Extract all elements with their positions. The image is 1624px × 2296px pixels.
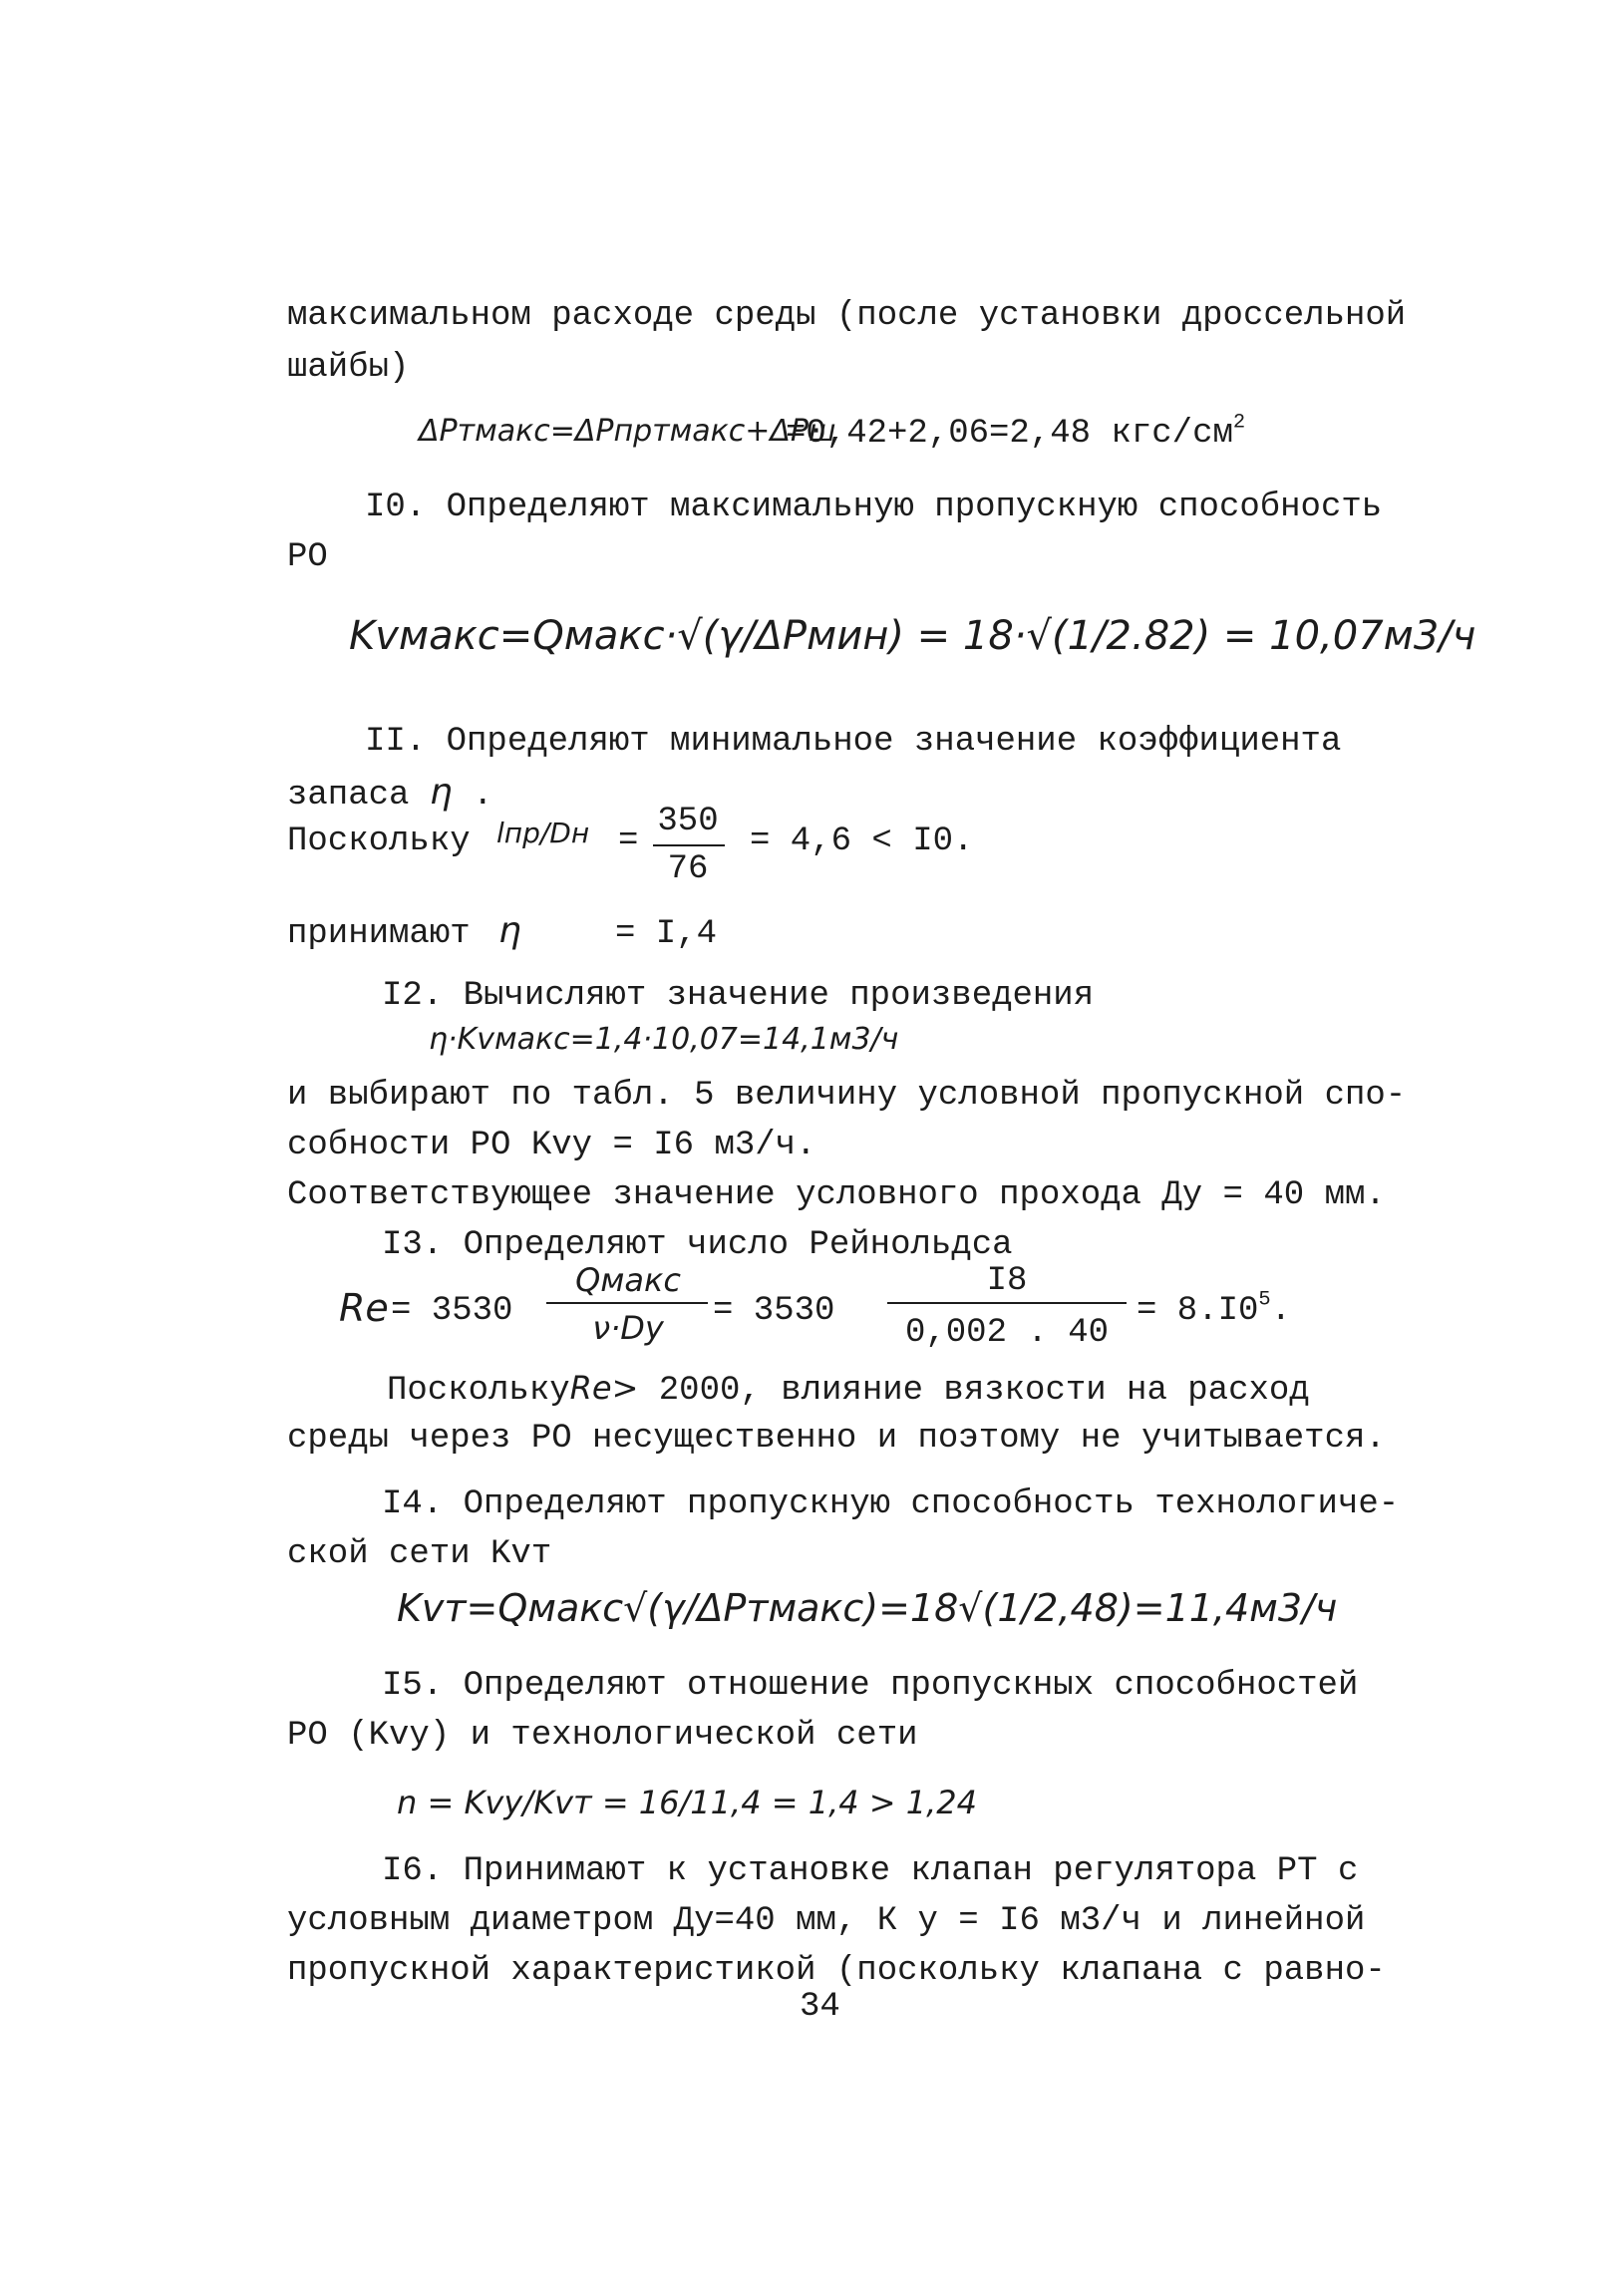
step13-line-2-b: 2000, влияние вязкости на расход	[658, 1372, 1310, 1410]
step13-eq-a: = 3530	[391, 1292, 513, 1330]
step10-line-2: РО	[287, 538, 328, 576]
step13-fraction-bar-b	[887, 1302, 1127, 1304]
formula-dp-typed: =0,42+2,06=2,48 кгс/см	[786, 415, 1233, 453]
step12-line-2: и выбирают по табл. 5 величину условной пропускной спо-	[287, 1077, 1407, 1115]
step13-num-a: Qмакс	[575, 1261, 681, 1299]
step11-accept-value: = I,4	[615, 915, 718, 953]
step15-line-2: РО (Kvу) и технологической сети	[287, 1717, 918, 1755]
step14-line-2: ской сети Kvт	[287, 1535, 552, 1573]
step14-line-1: I4. Определяют пропускную способность технологиче-	[382, 1485, 1400, 1523]
step13-line-2-a: Поскольку	[387, 1372, 570, 1410]
step13-den-b: 0,002 . 40	[904, 1314, 1110, 1352]
step14-formula: Kvт=Qмакс√(γ/ΔPтмакс)=18√(1/2,48)=11,4м3/ч	[397, 1586, 1338, 1630]
step12-line-3: собности РО Kvу = I6 м3/ч.	[287, 1127, 816, 1164]
step16-line-2: условным диаметром Ду=40 мм, К у = I6 м3/ч и линейной	[287, 1902, 1366, 1940]
step11-since: Поскольку	[287, 822, 471, 860]
step12-line-1: I2. Вычисляют значение произведения	[382, 977, 1095, 1015]
step16-line-3: пропускной характеристикой (поскольку клапана с равно-	[287, 1952, 1386, 1990]
step13-eq-b: = 3530	[713, 1292, 835, 1330]
formula-dp-handwritten: ΔPтмакс=ΔPпртмакс+ΔPш	[419, 414, 836, 449]
step10-line-1: I0. Определяют максимальную пропускную способность	[365, 489, 1383, 526]
step13-fraction-bar-a	[546, 1302, 708, 1304]
step13-den-a: ν·Dу	[592, 1309, 664, 1347]
step13-line-2-wrap	[387, 1369, 1310, 1410]
step11-eta-symbol: η	[429, 772, 453, 813]
page-number: 34	[800, 1988, 840, 2026]
step11-ratio-numerator: 350	[657, 803, 719, 840]
step11-ratio-result: = 4,6 < I0.	[750, 822, 974, 860]
step13-line-3: среды через РО несущественно и поэтому не учитывается.	[287, 1420, 1386, 1458]
step12-formula: η·Kvмакс=1,4·10,07=14,1м3/ч	[429, 1022, 899, 1057]
step11-accept-text: принимают	[287, 915, 471, 953]
formula-dp-exponent: 2	[1232, 411, 1246, 435]
step11-ratio-symbol: lпр/Dн	[496, 817, 590, 849]
step16-line-1: I6. Принимают к установке клапан регулятора РТ с	[382, 1852, 1359, 1890]
step13-exp-c: 5	[1258, 1288, 1271, 1312]
step13-num-b: I8	[986, 1262, 1028, 1300]
step13-line-2-re: Re>	[569, 1369, 639, 1407]
step11-line-2-wrap	[287, 772, 493, 815]
step11-zapas-text: запаса	[287, 777, 410, 815]
intro-line-2: шайбы)	[287, 349, 410, 387]
step12-line-4: Соответствующее значение условного прохода Ду = 40 мм.	[287, 1176, 1386, 1214]
step11-ratio-denominator: 76	[667, 850, 709, 888]
step13-re-label: Re	[339, 1286, 389, 1330]
step11-line-2-end: .	[473, 777, 493, 815]
step11-line-1: II. Определяют минимальное значение коэффициента	[365, 723, 1342, 761]
step13-line-1: I3. Определяют число Рейнольдса	[382, 1226, 1013, 1264]
step15-line-1: I5. Определяют отношение пропускных способностей	[382, 1667, 1359, 1705]
step15-formula: n = Kvу/Kvт = 16/11,4 = 1,4 > 1,24	[397, 1784, 977, 1821]
step13-eq-c: = 8.I0	[1137, 1292, 1259, 1330]
formula-dp-typed-wrap	[786, 411, 1246, 453]
step11-accept-symbol: η	[498, 910, 521, 951]
step13-end-c: .	[1270, 1292, 1292, 1330]
step10-formula: Kvмакс=Qмакс·√(γ/ΔPмин) = 18·√(1/2.82) = 10,07м3/ч	[349, 613, 1476, 659]
step11-eq: =	[618, 822, 639, 860]
intro-line-1: максимальном расходе среды (после установки дроссельной	[287, 297, 1407, 335]
step11-fraction-bar	[653, 844, 725, 846]
step13-result-wrap	[1137, 1288, 1292, 1330]
